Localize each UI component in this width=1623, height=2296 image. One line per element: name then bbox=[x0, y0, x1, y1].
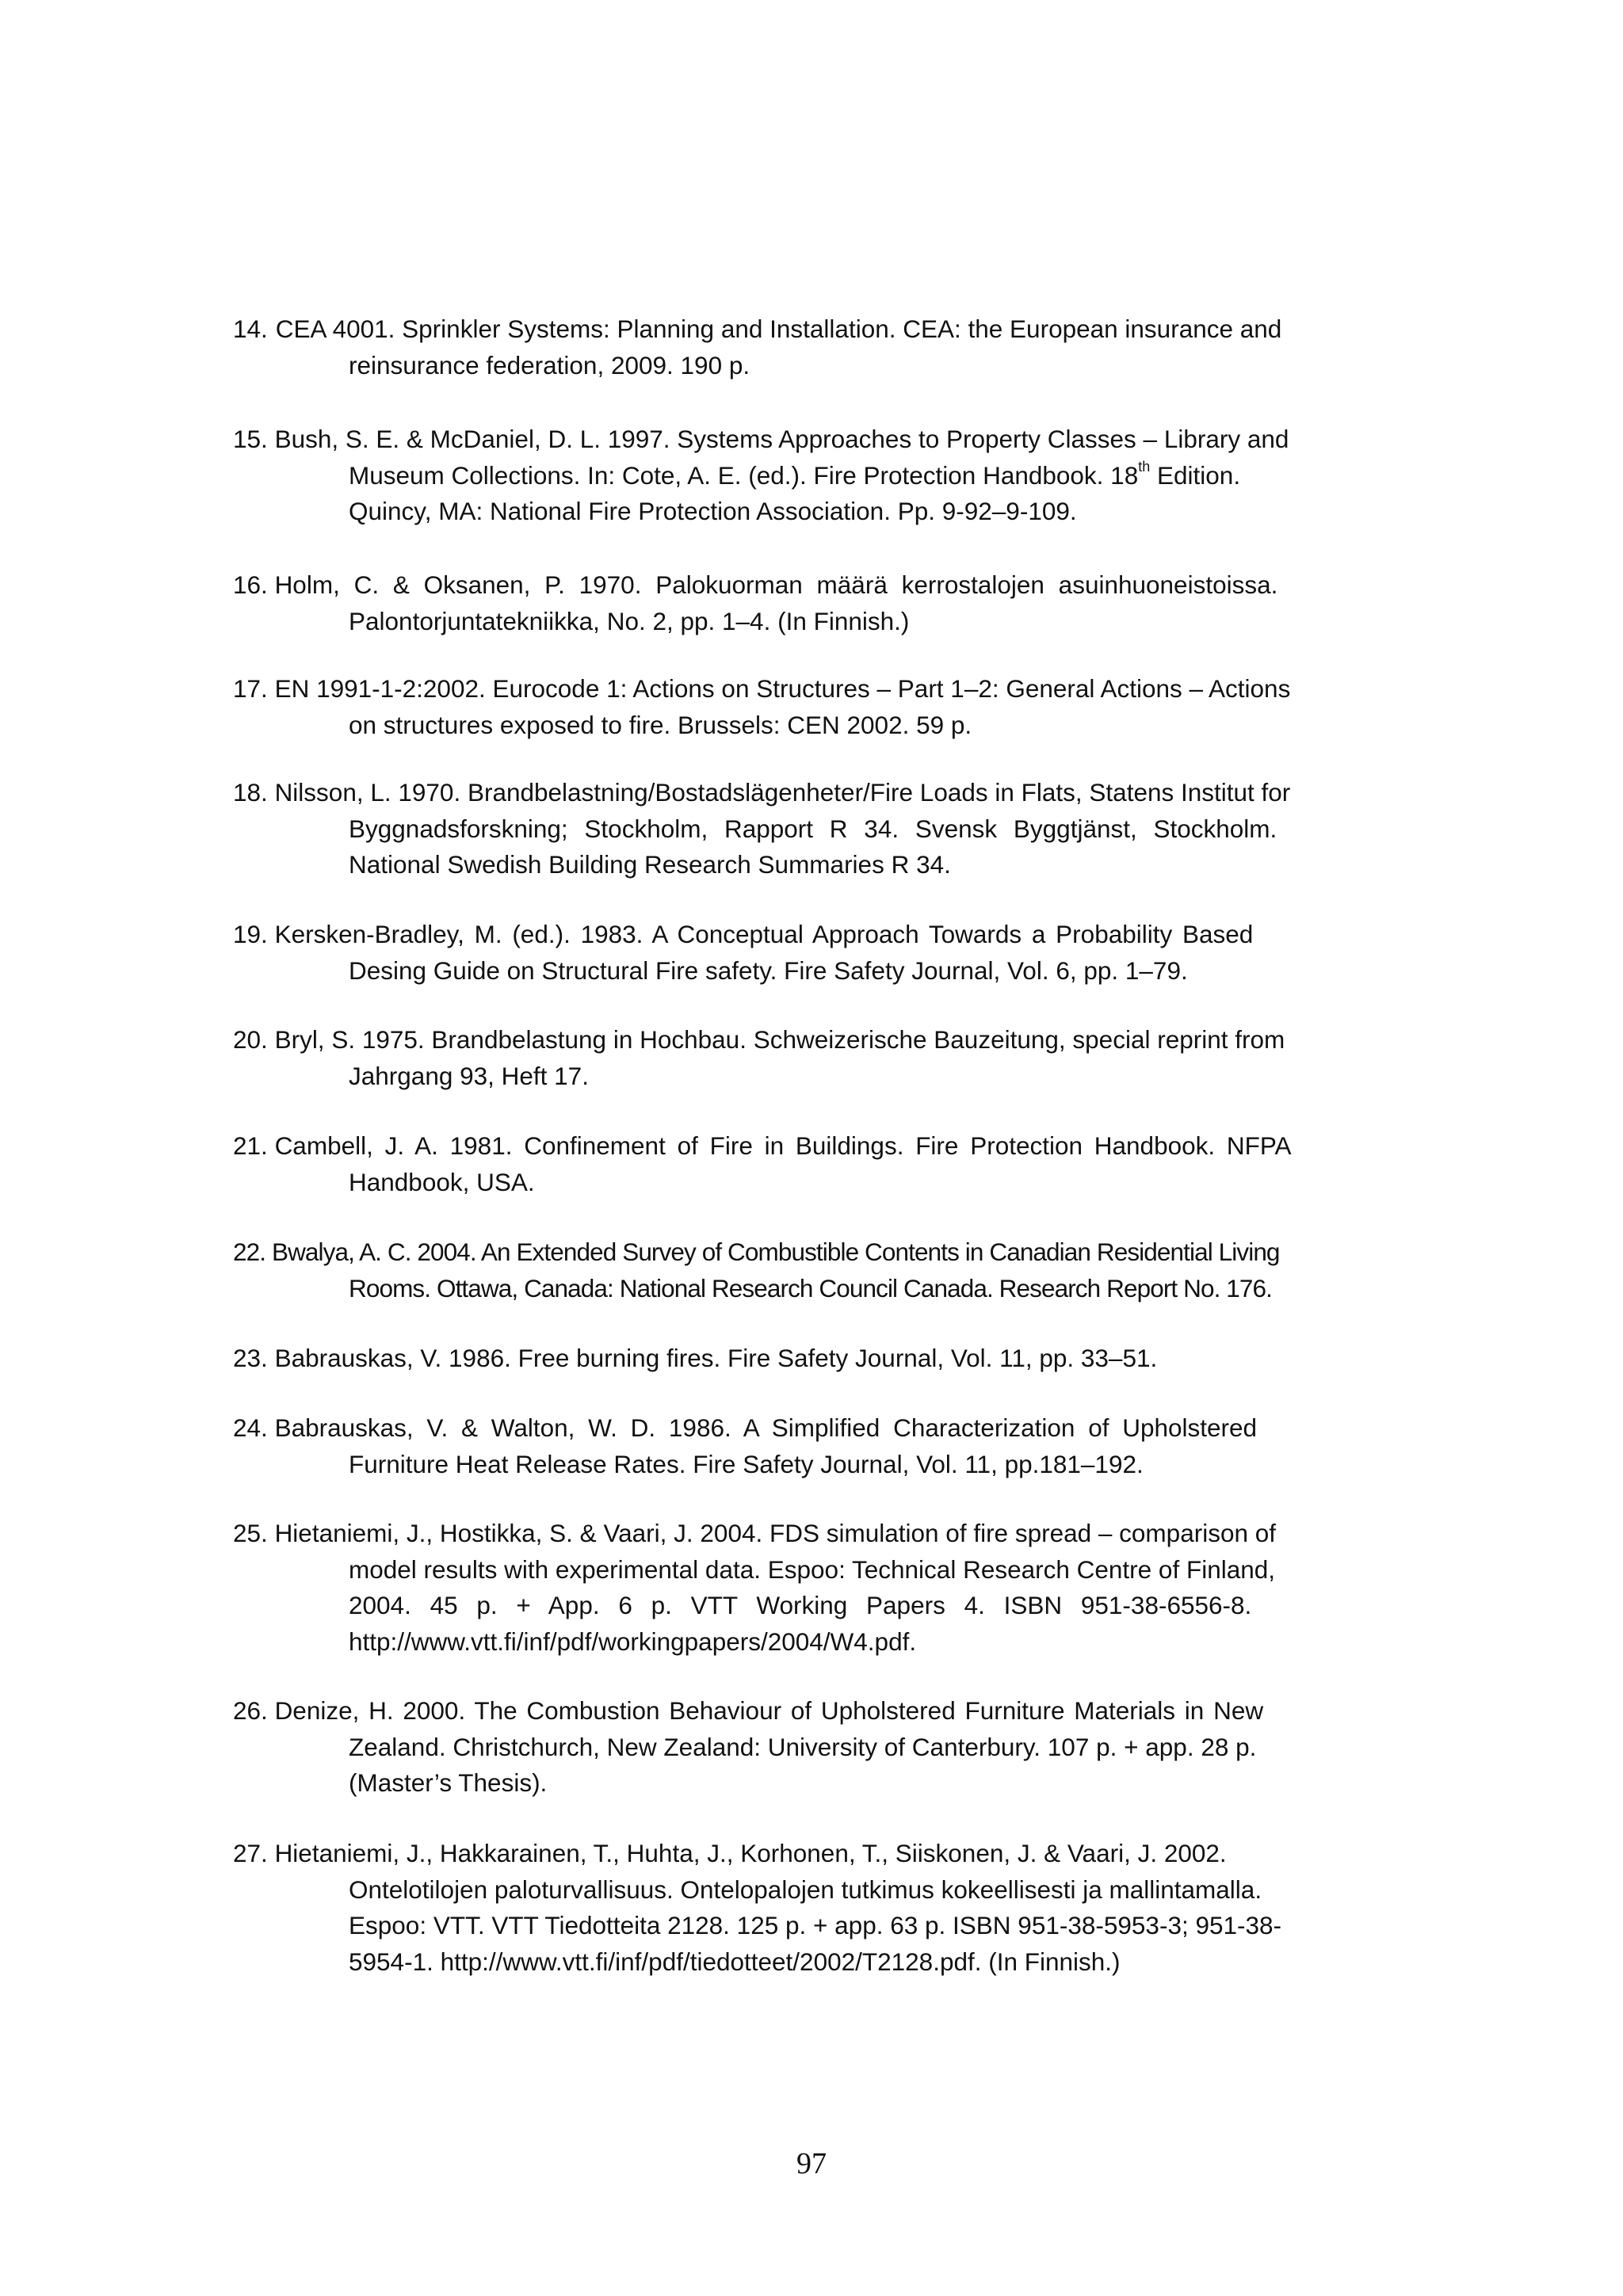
reference-line: Furniture Heat Release Rates. Fire Safety Journal, Vol. 11, pp.181–192. bbox=[349, 1449, 1144, 1478]
reference-23 bbox=[233, 1341, 1396, 1377]
reference-21 bbox=[233, 1128, 1396, 1200]
reference-number: 15. bbox=[233, 425, 268, 453]
page-number: 97 bbox=[796, 2147, 827, 2180]
reference-number: 17. bbox=[233, 674, 268, 703]
reference-number: 26. bbox=[233, 1696, 268, 1725]
reference-number: 14. bbox=[233, 315, 268, 343]
reference-line: CEA 4001. Sprinkler Systems: Planning and Installation. CEA: the European insurance and bbox=[275, 315, 1282, 343]
reference-number: 19. bbox=[233, 920, 268, 948]
reference-27 bbox=[233, 1836, 1396, 1980]
reference-line: Babrauskas, V. 1986. Free burning fires. Fire Safety Journal, Vol. 11, pp. 33–51. bbox=[274, 1344, 1158, 1372]
reference-line: Kersken-Bradley, M. (ed.). 1983. A Conceptual Approach Towards a Probability Based bbox=[274, 920, 1254, 948]
reference-number: 21. bbox=[233, 1131, 268, 1160]
reference-line: on structures exposed to fire. Brussels: CEN 2002. 59 p. bbox=[349, 710, 972, 739]
reference-line: Nilsson, L. 1970. Brandbelastning/Bostadslägenheter/Fire Loads in Flats, Statens Institut for bbox=[274, 778, 1291, 807]
reference-number: 20. bbox=[233, 1025, 268, 1054]
reference-line: Denize, H. 2000. The Combustion Behaviour of Upholstered Furniture Materials in New bbox=[274, 1696, 1264, 1725]
reference-line: Hietaniemi, J., Hostikka, S. & Vaari, J. 2004. FDS simulation of fire spread – comparison of bbox=[274, 1519, 1277, 1547]
reference-line: EN 1991-1-2:2002. Eurocode 1: Actions on Structures – Part 1–2: General Actions – Actions bbox=[274, 674, 1291, 703]
reference-25 bbox=[233, 1516, 1396, 1660]
reference-18 bbox=[233, 775, 1396, 883]
reference-line: National Swedish Building Research Summaries R 34. bbox=[349, 850, 951, 879]
reference-number: 22. bbox=[233, 1238, 266, 1266]
reference-line: Ontelotilojen paloturvallisuus. Ontelopalojen tutkimus kokeellisesti ja mallintamalla. bbox=[349, 1875, 1262, 1904]
reference-line: model results with experimental data. Espoo: Technical Research Centre of Finland, bbox=[349, 1554, 1276, 1584]
reference-line: Rooms. Ottawa, Canada: National Research Council Canada. Research Report No. 176. bbox=[349, 1273, 1272, 1302]
reference-19 bbox=[233, 917, 1396, 989]
reference-number: 24. bbox=[233, 1413, 268, 1442]
reference-number: 16. bbox=[233, 570, 268, 599]
reference-17 bbox=[233, 671, 1396, 743]
reference-20 bbox=[233, 1022, 1396, 1094]
reference-line: Holm, C. & Oksanen, P. 1970. Palokuorman määrä kerrostalojen asuinhuoneistoissa. bbox=[274, 570, 1278, 599]
reference-line: Bwalya, A. C. 2004. An Extended Survey of Combustible Contents in Canadian Residential Living bbox=[271, 1238, 1280, 1266]
reference-line: (Master’s Thesis). bbox=[349, 1768, 548, 1797]
reference-line: reinsurance federation, 2009. 190 p. bbox=[349, 350, 750, 379]
reference-line: Bryl, S. 1975. Brandbelastung in Hochbau. Schweizerische Bauzeitung, special reprint from bbox=[274, 1025, 1285, 1054]
reference-line: Cambell, J. A. 1981. Confinement of Fire in Buildings. Fire Protection Handbook. NFPA bbox=[274, 1131, 1292, 1160]
reference-line: Desing Guide on Structural Fire safety. Fire Safety Journal, Vol. 6, pp. 1–79. bbox=[349, 955, 1188, 985]
superscript: th bbox=[1138, 459, 1151, 475]
reference-16 bbox=[233, 567, 1396, 639]
reference-line: Hietaniemi, J., Hakkarainen, T., Huhta, J., Korhonen, T., Siiskonen, J. & Vaari, J. 2002. bbox=[274, 1839, 1227, 1867]
reference-line: Jahrgang 93, Heft 17. bbox=[349, 1061, 589, 1090]
reference-line: Espoo: VTT. VTT Tiedotteita 2128. 125 p. + app. 63 p. ISBN 951-38-5953-3; 951-38- bbox=[349, 1911, 1282, 1939]
reference-line: Handbook, USA. bbox=[349, 1167, 535, 1196]
reference-14 bbox=[233, 311, 1396, 383]
reference-line: Quincy, MA: National Fire Protection Association. Pp. 9-92–9-109. bbox=[349, 497, 1077, 525]
reference-line: Museum Collections. In: Cote, A. E. (ed.). Fire Protection Handbook. 18th Edition. bbox=[349, 459, 1241, 490]
reference-line: Byggnadsforskning; Stockholm, Rapport R 34. Svensk Byggtjänst, Stockholm. bbox=[349, 814, 1277, 843]
reference-number: 18. bbox=[233, 778, 268, 807]
reference-line: Zealand. Christchurch, New Zealand: University of Canterbury. 107 p. + app. 28 p. bbox=[349, 1732, 1257, 1761]
reference-line: 5954-1. http://www.vtt.fi/inf/pdf/tiedotteet/2002/T2128.pdf. (In Finnish.) bbox=[349, 1947, 1121, 1976]
reference-line: Babrauskas, V. & Walton, W. D. 1986. A Simplified Characterization of Upholstered bbox=[274, 1413, 1258, 1442]
reference-24 bbox=[233, 1410, 1396, 1482]
reference-number: 27. bbox=[233, 1839, 268, 1867]
reference-number: 23. bbox=[233, 1344, 268, 1372]
reference-line: http://www.vtt.fi/inf/pdf/workingpapers/2004/W4.pdf. bbox=[349, 1627, 917, 1656]
reference-number: 25. bbox=[233, 1519, 268, 1547]
reference-26 bbox=[233, 1693, 1396, 1802]
reference-15 bbox=[233, 421, 1396, 530]
reference-line: Bush, S. E. & McDaniel, D. L. 1997. Systems Approaches to Property Classes – Library and bbox=[274, 425, 1289, 453]
reference-line: Palontorjuntatekniikka, No. 2, pp. 1–4. (In Finnish.) bbox=[349, 606, 910, 635]
reference-line: 2004. 45 p. + App. 6 p. VTT Working Papers 4. ISBN 951-38-6556-8. bbox=[349, 1591, 1252, 1619]
reference-22 bbox=[233, 1234, 1396, 1306]
